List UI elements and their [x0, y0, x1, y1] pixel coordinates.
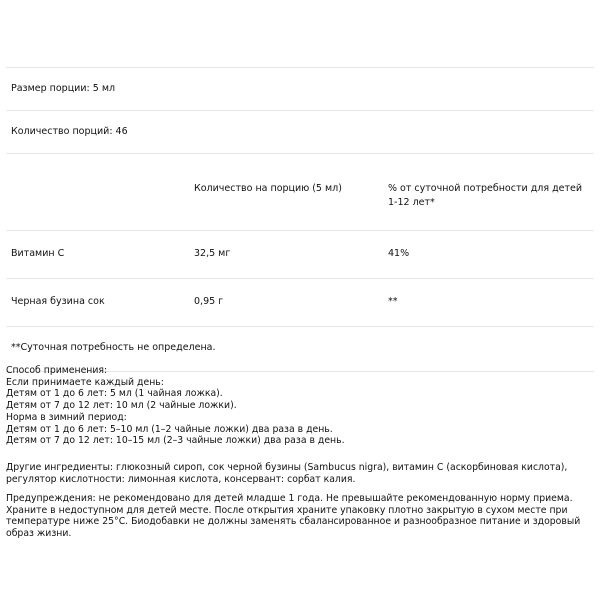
usage-line: Детям от 1 до 6 лет: 5 мл (1 чайная ложка). [6, 388, 223, 400]
usage-line: Детям от 7 до 12 лет: 10 мл (2 чайные ложки). [6, 400, 237, 412]
footnote: **Суточная потребность не определена. [11, 342, 216, 353]
servings-count: Количество порций: 46 [11, 126, 128, 137]
table-row [6, 230, 594, 278]
usage-line: Детям от 7 до 12 лет: 10–15 мл (2–3 чайные ложки) два раза в день. [6, 435, 345, 447]
serving-size-row [6, 67, 594, 110]
nutrient-amount: 32,5 мг [194, 248, 231, 259]
servings-count-row [6, 110, 594, 153]
warnings [6, 493, 596, 540]
serving-size: Размер порции: 5 мл [11, 83, 116, 94]
warnings-text: Предупреждения: не рекомендовано для детей младше 1 года. Не превышайте рекомендованную норму приема. Храните в недоступном для детей месте. После открытия храните упаковку плотно закрытую в сухом месте при температуре ниже 25°С. Биодобавки не должны заменять сбалансированное и разнообразное питание и здоровый образ жизни. [6, 493, 581, 540]
usage-line: Норма в зимний период: [6, 411, 127, 423]
table-row [6, 278, 594, 326]
usage-line: Способ применения: [6, 365, 108, 376]
daily-value-header: % от суточной потребности для детей 1-12 лет* [388, 183, 583, 208]
supplement-facts-table [6, 67, 594, 372]
amount-per-serving-header: Количество на порцию (5 мл) [194, 183, 342, 194]
usage-line: Если принимаете каждый день: [6, 376, 164, 388]
usage-instructions [6, 365, 596, 447]
other-ingredients [6, 462, 596, 485]
nutrient-name: Витамин С [11, 248, 65, 259]
usage-line: Детям от 1 до 6 лет: 5–10 мл (1–2 чайные ложки) два раза в день. [6, 423, 333, 435]
nutrient-amount: 0,95 г [194, 296, 224, 307]
nutrient-daily-value: 41% [388, 248, 410, 259]
nutrient-daily-value: ** [388, 296, 398, 307]
nutrient-name: Черная бузина сок [11, 296, 105, 307]
ingredients-text: Другие ингредиенты: глюкозный сироп, сок черной бузины (Sambucus nigra), витамин С (аскорбиновая кислота), регулятор кислотности: лимонная кислота, консервант: сорбат калия. [6, 462, 568, 485]
table-header-row [6, 153, 594, 230]
